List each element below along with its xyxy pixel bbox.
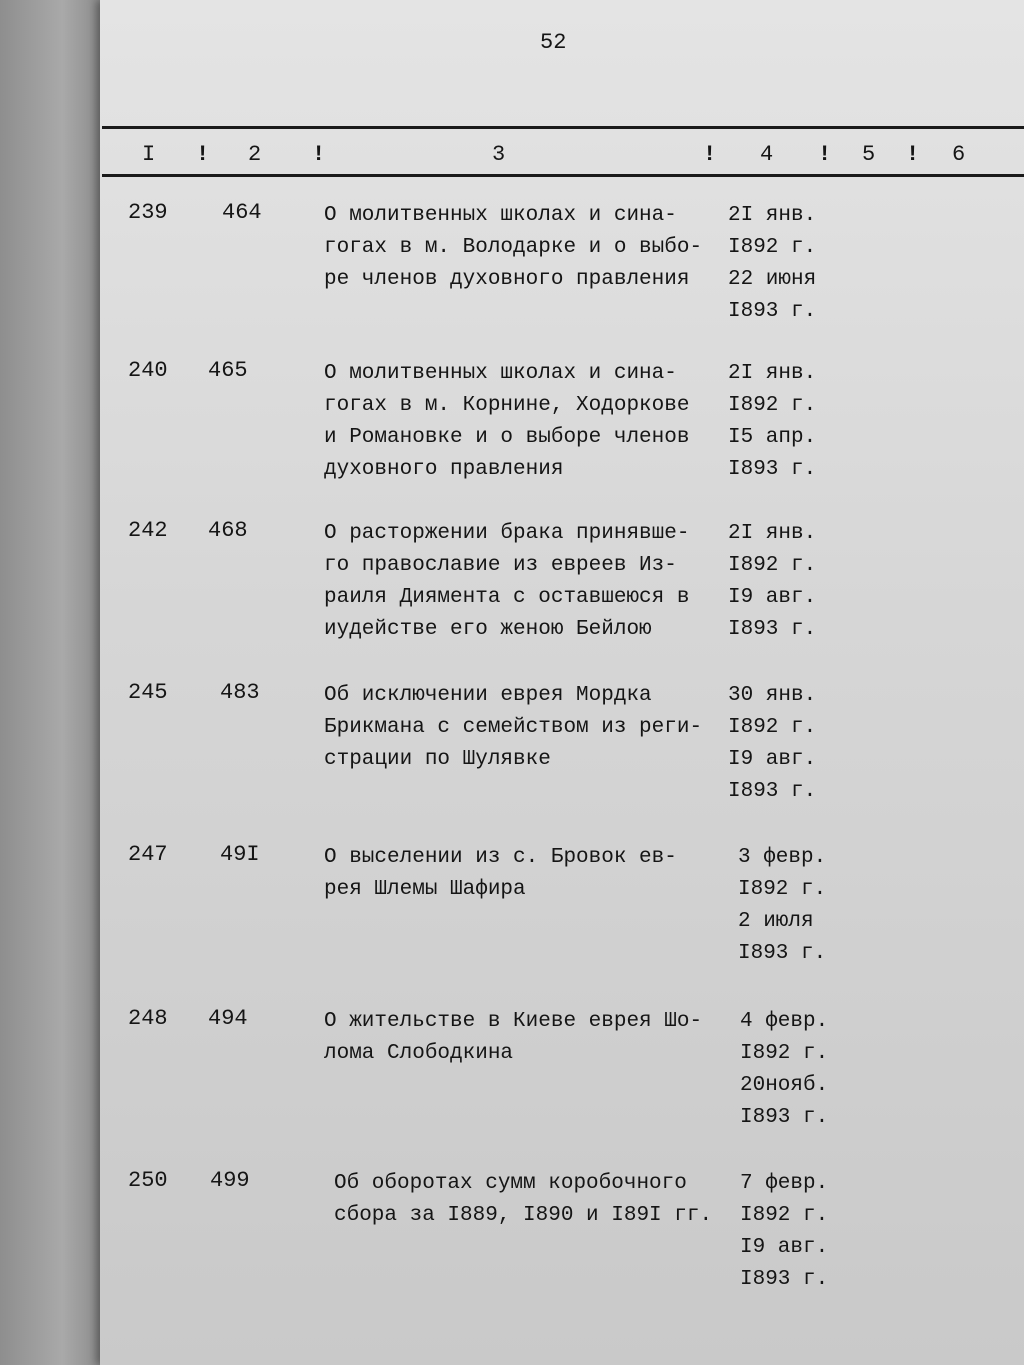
date-line: I9 авг. <box>740 1236 829 1259</box>
entry-description <box>324 842 724 906</box>
entry-number: 250 <box>128 1168 168 1193</box>
date-line: I892 г. <box>738 878 827 901</box>
description-line: го православие из евреев Из- <box>324 554 677 577</box>
date-line: I893 г. <box>728 780 817 803</box>
entry-number: 242 <box>128 518 168 543</box>
entry-description <box>324 518 724 646</box>
entry-dates <box>740 1168 850 1296</box>
file-number: 465 <box>208 358 248 383</box>
description-line: Об оборотах сумм коробочного <box>334 1172 687 1195</box>
date-line: 4 февр. <box>740 1010 829 1033</box>
date-line: I893 г. <box>728 300 817 323</box>
date-line: 2 июля <box>738 910 814 933</box>
description-line: рея Шлемы Шафира <box>324 878 526 901</box>
description-line: иудействе его женою Бейлою <box>324 618 652 641</box>
entry-dates <box>728 518 838 646</box>
date-line: I893 г. <box>740 1268 829 1291</box>
entry-description <box>324 358 724 486</box>
date-line: I9 авг. <box>728 586 817 609</box>
file-number: 494 <box>208 1006 248 1031</box>
date-line: I892 г. <box>728 716 817 739</box>
entry-description <box>324 1006 724 1070</box>
header-separator: ! <box>312 142 326 167</box>
description-line: ре членов духовного правления <box>324 268 690 291</box>
table-row <box>0 842 1024 992</box>
entry-dates <box>740 1006 850 1134</box>
header-col-6: 6 <box>952 142 966 167</box>
entry-number: 247 <box>128 842 168 867</box>
entry-description <box>334 1168 734 1232</box>
file-number: 483 <box>220 680 260 705</box>
file-number: 468 <box>208 518 248 543</box>
date-line: 20нояб. <box>740 1074 829 1097</box>
description-line: страции по Шулявке <box>324 748 551 771</box>
date-line: 3 февр. <box>738 846 827 869</box>
date-line: 7 февр. <box>740 1172 829 1195</box>
date-line: I9 авг. <box>728 748 817 771</box>
date-line: 2I янв. <box>728 362 817 385</box>
entry-dates <box>738 842 848 970</box>
header-col-5: 5 <box>862 142 876 167</box>
table-row <box>0 1006 1024 1156</box>
date-line: I892 г. <box>728 394 817 417</box>
entry-dates <box>728 680 838 808</box>
header-separator: ! <box>906 142 920 167</box>
description-line: духовного правления <box>324 458 564 481</box>
entry-dates <box>728 358 838 486</box>
file-number: 499 <box>210 1168 250 1193</box>
entry-number: 240 <box>128 358 168 383</box>
entry-number: 239 <box>128 200 168 225</box>
description-line: О выселении из с. Бровок ев- <box>324 846 677 869</box>
header-separator: ! <box>818 142 832 167</box>
description-line: Об исключении еврея Мордка <box>324 684 652 707</box>
date-line: I893 г. <box>738 942 827 965</box>
date-line: I893 г. <box>740 1106 829 1129</box>
date-line: I893 г. <box>728 618 817 641</box>
description-line: и Романовке и о выборе членов <box>324 426 690 449</box>
date-line: I5 апр. <box>728 426 817 449</box>
header-top-rule <box>102 126 1024 129</box>
description-line: О расторжении брака принявше- <box>324 522 690 545</box>
description-line: О молитвенных школах и сина- <box>324 362 677 385</box>
header-col-3: 3 <box>492 142 506 167</box>
entry-description <box>324 200 724 296</box>
date-line: I892 г. <box>728 554 817 577</box>
header-separator: ! <box>703 142 717 167</box>
entry-dates <box>728 200 838 328</box>
date-line: 2I янв. <box>728 522 817 545</box>
table-row <box>0 358 1024 508</box>
date-line: 22 июня <box>728 268 817 291</box>
description-line: О жительстве в Киеве еврея Шо- <box>324 1010 703 1033</box>
header-col-1: I <box>142 142 156 167</box>
table-row <box>0 200 1024 350</box>
description-line: сбора за I889, I890 и I89I гг. <box>334 1204 713 1227</box>
description-line: гогах в м. Корнине, Ходоркове <box>324 394 690 417</box>
date-line: I892 г. <box>740 1042 829 1065</box>
header-col-2: 2 <box>248 142 262 167</box>
description-line: Брикмана с семейством из реги- <box>324 716 703 739</box>
entry-number: 248 <box>128 1006 168 1031</box>
date-line: I892 г. <box>740 1204 829 1227</box>
description-line: О молитвенных школах и сина- <box>324 204 677 227</box>
table-row <box>0 518 1024 668</box>
date-line: I892 г. <box>728 236 817 259</box>
date-line: 30 янв. <box>728 684 817 707</box>
date-line: 2I янв. <box>728 204 817 227</box>
page-number: 52 <box>540 30 567 55</box>
description-line: лома Слободкина <box>324 1042 514 1065</box>
file-number: 464 <box>222 200 262 225</box>
header-col-4: 4 <box>760 142 774 167</box>
entry-description <box>324 680 724 776</box>
header-bottom-rule <box>102 174 1024 177</box>
table-row <box>0 1168 1024 1318</box>
description-line: раиля Диямента с оставшеюся в <box>324 586 690 609</box>
header-separator: ! <box>196 142 210 167</box>
entry-number: 245 <box>128 680 168 705</box>
description-line: гогах в м. Володарке и о выбо- <box>324 236 703 259</box>
file-number: 49I <box>220 842 260 867</box>
table-row <box>0 680 1024 830</box>
date-line: I893 г. <box>728 458 817 481</box>
